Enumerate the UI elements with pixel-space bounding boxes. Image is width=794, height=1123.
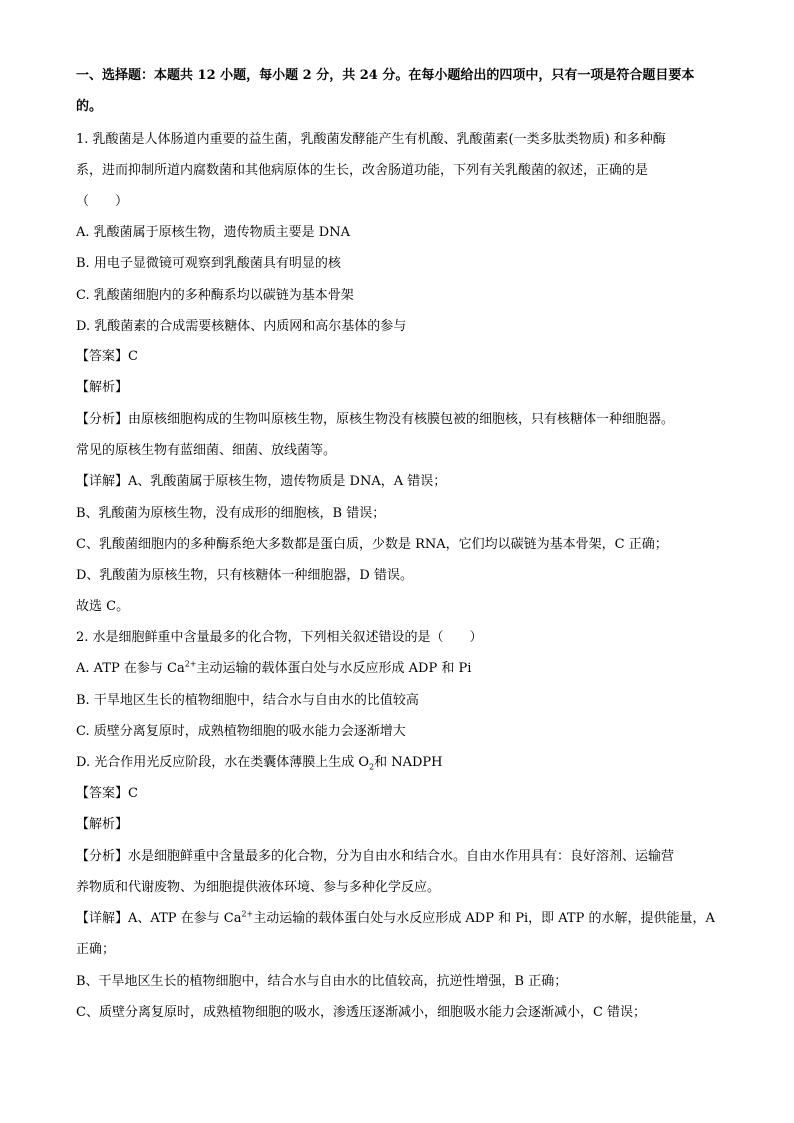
q2-detail-c: C、质壁分离复原时，成熟植物细胞的吸水，渗透压逐渐减小，细胞吸水能力会逐渐减小，C 错误； bbox=[76, 1005, 647, 1020]
q2-answer: 【答案】C bbox=[76, 786, 138, 801]
q1-detail-d: D、乳酸菌为原核生物，只有核糖体一种细胞器，D 错误。 bbox=[76, 568, 413, 583]
q2-option-d-post: 和 NADPH bbox=[374, 755, 443, 770]
q1-fenxi-line2: 常见的原核生物有蓝细菌、细菌、放线菌等。 bbox=[76, 443, 337, 458]
q1-stem-line2: 系，进而抑制所道内腐数菌和其他病原体的生长，改舍肠道功能，下列有关乳酸菌的叙述，正确的是 bbox=[76, 163, 649, 178]
q2-option-a-pre: A. ATP 在参与 Ca bbox=[76, 661, 185, 676]
q2-detail-a-line2: 正确； bbox=[76, 942, 116, 957]
q2-detail-b: B、干旱地区生长的植物细胞中，结合水与自由水的比值较高，抗逆性增强，B 正确； bbox=[76, 974, 568, 989]
section-header-line2: 的。 bbox=[76, 99, 103, 114]
q1-conclusion: 故选 C。 bbox=[76, 599, 130, 614]
q2-detail-a-post: 主动运输的载体蛋白处与水反应形成 ADP 和 Pi，即 ATP 的水解，提供能量，A bbox=[253, 911, 715, 926]
q1-option-b: B. 用电子显微镜可观察到乳酸菌具有明显的核 bbox=[76, 256, 341, 271]
q2-option-a-sup: 2+ bbox=[184, 659, 197, 669]
q1-detail-a: 【详解】A、乳酸菌属于原核生物，遗传物质是 DNA，A 错误； bbox=[76, 474, 447, 489]
q1-stem-line3: （ ） bbox=[76, 194, 129, 209]
q2-detail-a-sup: 2+ bbox=[241, 909, 254, 919]
q2-detail-a-pre: 【详解】A、ATP 在参与 Ca bbox=[76, 911, 242, 926]
q1-stem-line1: 1. 乳酸菌是人体肠道内重要的益生菌，乳酸菌发酵能产生有机酸、乳酸菌素(一类多肽类物质) 和多种酶 bbox=[76, 132, 666, 147]
section-header-line1: 一、选择题：本题共 12 小题，每小题 2 分，共 24 分。在每小题给出的四项中，只有一项是符合题目要本 bbox=[76, 68, 695, 83]
q1-option-d: D. 乳酸菌素的合成需要核糖体、内质网和高尔基体的参与 bbox=[76, 319, 407, 334]
q1-fenxi-line1: 【分析】由原核细胞构成的生物叫原核生物，原核生物没有核膜包被的细胞核，只有核糖体一种细胞器。 bbox=[76, 412, 675, 427]
q2-option-d bbox=[76, 753, 726, 773]
q1-option-c: C. 乳酸菌细胞内的多种酶系均以碳链为基本骨架 bbox=[76, 288, 354, 303]
q1-analysis-label: 【解析】 bbox=[76, 380, 129, 395]
q1-detail-b: B、乳酸菌为原核生物，没有成形的细胞核，B 错误； bbox=[76, 506, 386, 521]
q2-stem: 2. 水是细胞鲜重中含量最多的化合物，下列相关叙述错设的是（ ） bbox=[76, 630, 483, 645]
q2-option-c: C. 质壁分离复原时，成熟植物细胞的吸水能力会逐渐增大 bbox=[76, 724, 406, 739]
q2-option-d-pre: D. 光合作用光反应阶段，水在类囊体薄膜上生成 O bbox=[76, 755, 370, 770]
q2-option-a bbox=[76, 659, 726, 679]
q2-fenxi-line1: 【分析】水是细胞鲜重中含量最多的化合物，分为自由水和结合水。自由水作用具有：良好溶剂、运输营 bbox=[76, 849, 675, 864]
q2-option-d-sub: 2 bbox=[369, 762, 375, 772]
q1-detail-c: C、乳酸菌细胞内的多种酶系绝大多数都是蛋白质，少数是 RNA，它们均以碳链为基本骨架，C 正确； bbox=[76, 537, 668, 552]
q2-fenxi-line2: 养物质和代谢废物、为细胞提供液体环境、参与多种化学反应。 bbox=[76, 880, 441, 895]
q1-option-a: A. 乳酸菌属于原核生物，遗传物质主要是 DNA bbox=[76, 225, 350, 240]
q2-option-a-post: 主动运输的载体蛋白处与水反应形成 ADP 和 Pi bbox=[196, 661, 472, 676]
q2-option-b: B. 干旱地区生长的植物细胞中，结合水与自由水的比值较高 bbox=[76, 693, 419, 708]
q1-answer: 【答案】C bbox=[76, 349, 138, 364]
q2-analysis-label: 【解析】 bbox=[76, 817, 129, 832]
q2-detail-a bbox=[76, 909, 726, 929]
